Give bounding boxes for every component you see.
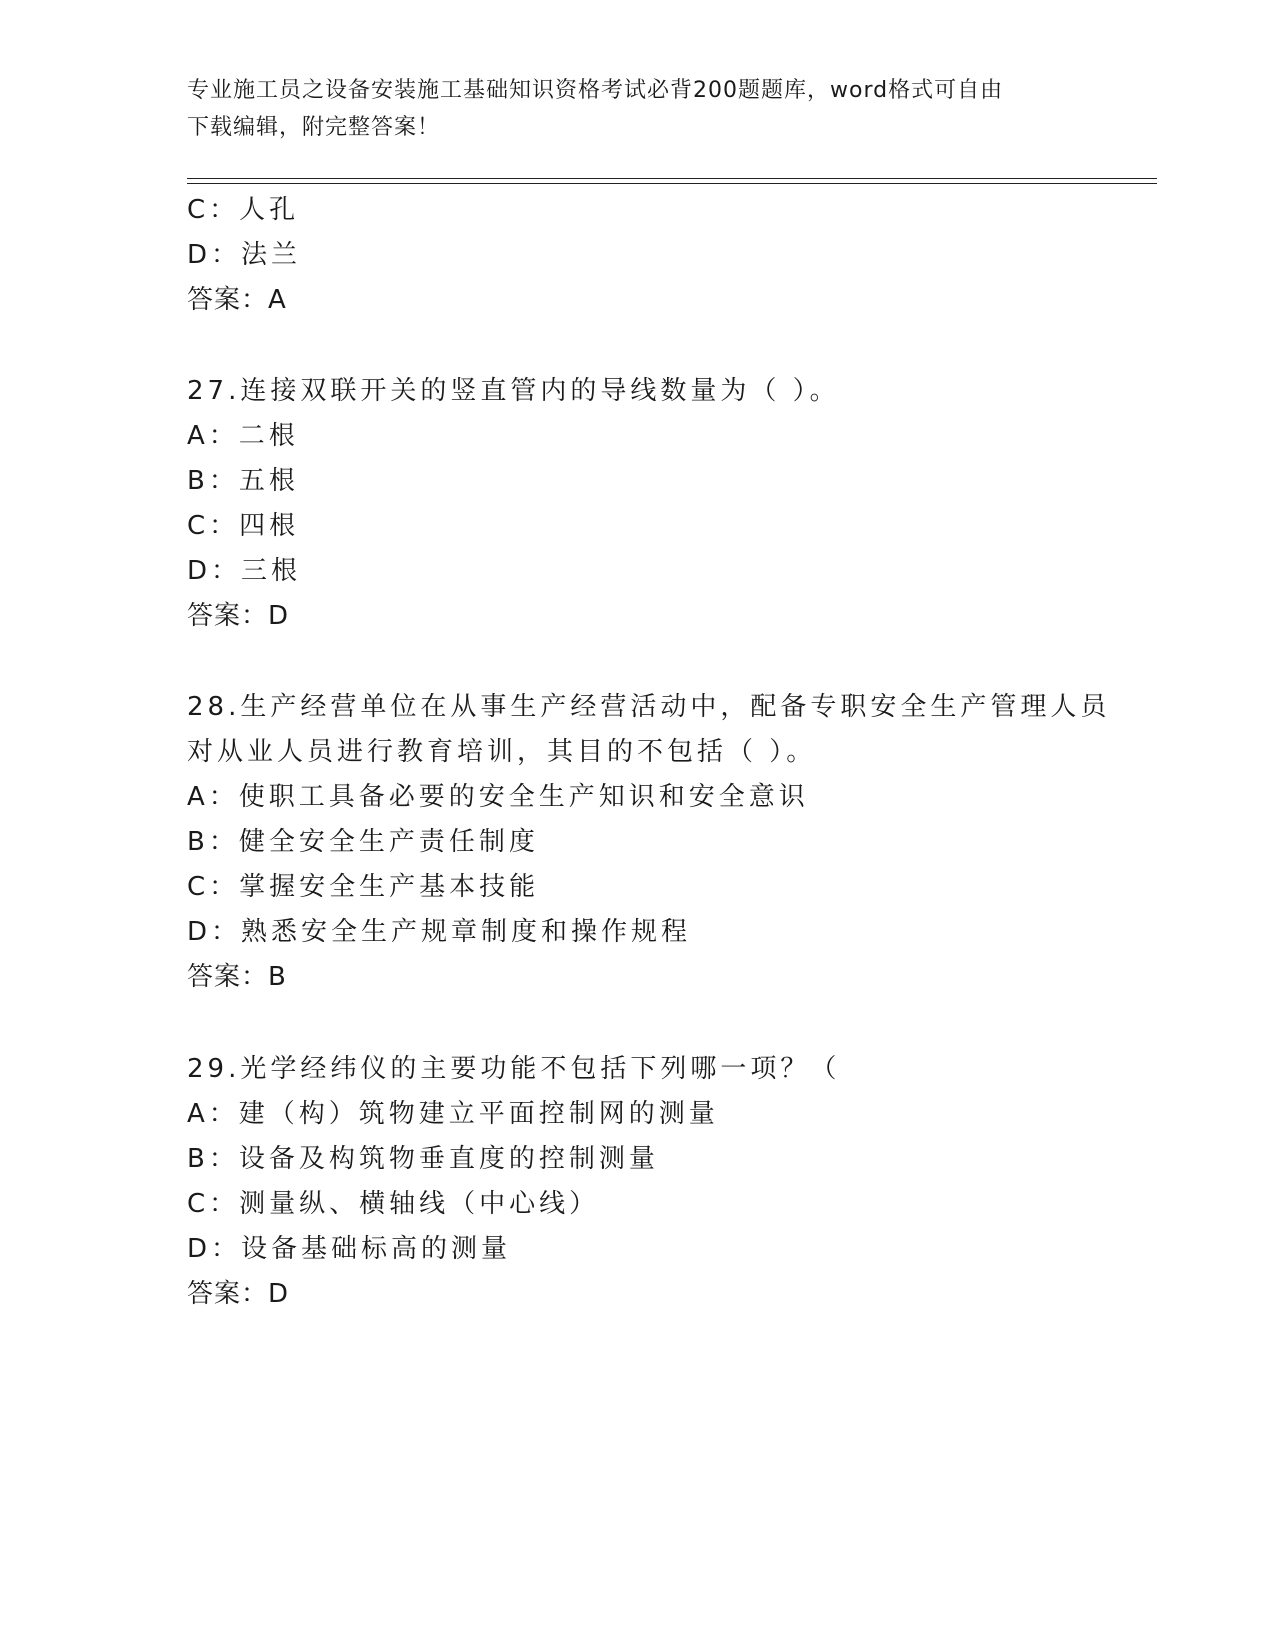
q29-answer: 答案：D — [187, 1279, 290, 1309]
q26-option-c: C：人孔 — [187, 195, 300, 225]
header-divider-bottom — [187, 183, 1157, 184]
q28-option-b: B：健全安全生产责任制度 — [187, 827, 539, 857]
q29-option-d: D：设备基础标高的测量 — [187, 1234, 512, 1264]
q27-answer: 答案：D — [187, 601, 290, 631]
q27-stem: 27.连接双联开关的竖直管内的导线数量为（ ）。 — [187, 376, 840, 406]
q27-option-b: B：五根 — [187, 466, 299, 496]
q29-option-a: A：建（构）筑物建立平面控制网的测量 — [187, 1099, 719, 1129]
header-divider-top — [187, 178, 1157, 179]
q28-answer: 答案：B — [187, 962, 287, 992]
q28-stem-line-2: 对从业人员进行教育培训，其目的不包括（ ）。 — [187, 737, 817, 767]
q27-option-a: A：二根 — [187, 421, 299, 451]
q29-option-b: B：设备及构筑物垂直度的控制测量 — [187, 1144, 659, 1174]
q29-option-c: C：测量纵、横轴线（中心线） — [187, 1189, 600, 1219]
header-line-1: 专业施工员之设备安装施工基础知识资格考试必背200题题库，word格式可自由 — [187, 78, 1004, 103]
q26-option-d: D：法兰 — [187, 240, 302, 270]
q28-option-a: A：使职工具备必要的安全生产知识和安全意识 — [187, 782, 809, 812]
q28-stem-line-1: 28.生产经营单位在从事生产经营活动中，配备专职安全生产管理人员 — [187, 692, 1111, 722]
q26-answer: 答案：A — [187, 285, 287, 315]
q27-option-d: D：三根 — [187, 556, 302, 586]
q27-option-c: C：四根 — [187, 511, 300, 541]
q28-option-c: C：掌握安全生产基本技能 — [187, 872, 540, 902]
q29-stem: 29.光学经纬仪的主要功能不包括下列哪一项？（ — [187, 1054, 841, 1084]
q28-option-d: D：熟悉安全生产规章制度和操作规程 — [187, 917, 692, 947]
header-line-2: 下载编辑，附完整答案！ — [187, 115, 441, 140]
document-header — [187, 72, 1067, 146]
